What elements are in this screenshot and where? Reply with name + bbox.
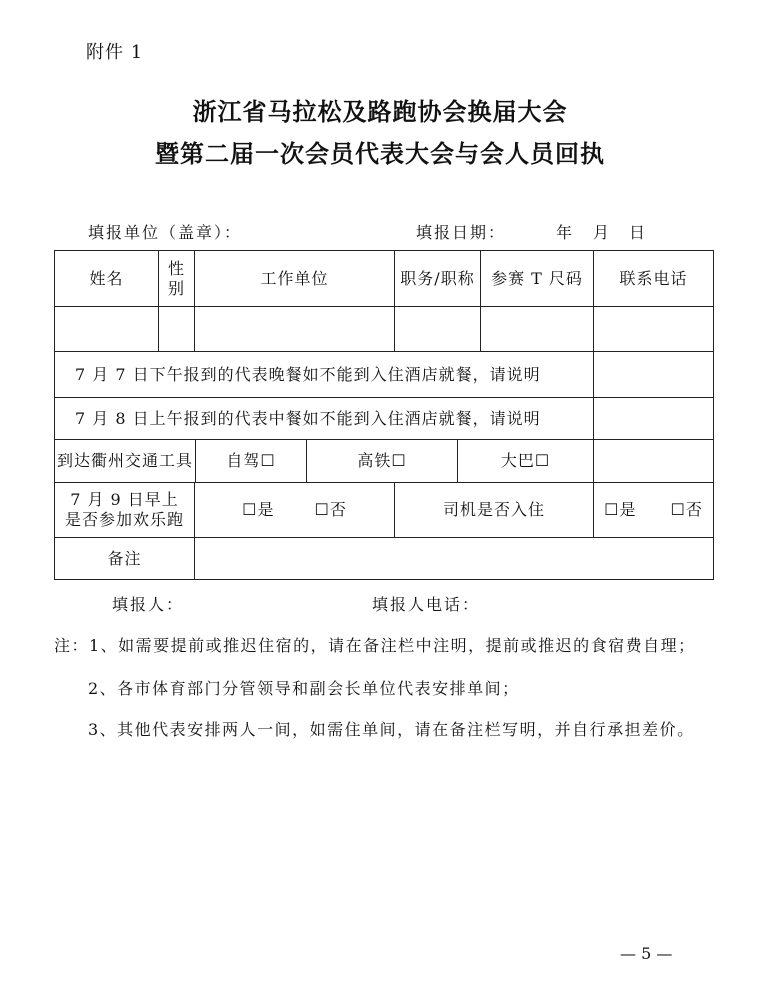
- header-position: 职务/职称: [395, 251, 481, 307]
- name-cell[interactable]: [55, 307, 159, 352]
- tshirt-size-cell[interactable]: [481, 307, 594, 352]
- year-label: 年: [556, 223, 575, 242]
- driver-stay-no-checkbox[interactable]: ☐否: [670, 500, 703, 519]
- day-label: 日: [629, 223, 648, 242]
- filler-label: 填报人：: [112, 595, 185, 614]
- fun-run-yes-checkbox[interactable]: ☐是: [242, 500, 275, 519]
- fun-run-label: [55, 483, 195, 538]
- gender-cell[interactable]: [159, 307, 195, 352]
- dinner-note-label: 7 月 7 日下午报到的代表晚餐如不能到入住酒店就餐，请说明: [55, 352, 594, 398]
- note-item-1: 注：1、如需要提前或推迟住宿的，请在备注栏中注明，提前或推迟的食宿费自理；: [54, 636, 696, 655]
- driver-stay-yes-checkbox[interactable]: ☐是: [604, 500, 637, 519]
- phone-cell[interactable]: [594, 307, 714, 352]
- attachment-label: 附件 1: [86, 42, 144, 63]
- header-work-unit: 工作单位: [195, 251, 395, 307]
- transport-container: [55, 440, 594, 483]
- fun-run-choice: [195, 483, 395, 538]
- lunch-note-label: 7 月 8 日上午报到的代表中餐如不能到入住酒店就餐，请说明: [55, 398, 594, 440]
- transport-bus-checkbox[interactable]: 大巴☐: [500, 451, 551, 470]
- note-item-3: 3、其他代表安排两人一间，如需住单间，请在备注栏写明，并自行承担差价。: [88, 720, 695, 739]
- dinner-note-cell[interactable]: [594, 352, 714, 398]
- fill-unit-label: 填报单位（盖章）：: [88, 223, 243, 242]
- transport-row: [55, 440, 714, 483]
- header-phone: 联系电话: [594, 251, 714, 307]
- transport-rail-checkbox[interactable]: 高铁☐: [306, 440, 458, 482]
- driver-stay-choice: [594, 483, 714, 538]
- work-unit-cell[interactable]: [195, 307, 395, 352]
- transport-self-drive-checkbox[interactable]: 自驾☐: [226, 451, 276, 470]
- remarks-cell[interactable]: [195, 538, 714, 580]
- transport-extra-cell[interactable]: [594, 440, 714, 483]
- lunch-row: [55, 398, 714, 440]
- registration-form-table: [54, 250, 714, 580]
- document-title-line2: 暨第二届一次会员代表大会与会人员回执: [155, 140, 605, 168]
- remarks-label: 备注: [55, 538, 195, 580]
- header-gender-char2: 别: [167, 278, 185, 298]
- fun-run-label-line2: 是否参加欢乐跑: [64, 510, 184, 529]
- fill-date-label: 填报日期：: [416, 223, 507, 242]
- note-item-2: 2、各市体育部门分管领导和副会长单位代表安排单间；: [88, 679, 520, 698]
- fun-run-row: [55, 483, 714, 538]
- header-gender: [159, 251, 195, 307]
- header-row: [55, 251, 714, 307]
- page-number: — 5 —: [620, 944, 673, 963]
- filler-phone-label: 填报人电话：: [372, 595, 481, 614]
- fun-run-no-checkbox[interactable]: ☐否: [314, 500, 347, 519]
- month-label: 月: [593, 223, 612, 242]
- document-title-line1: 浙江省马拉松及路跑协会换届大会: [192, 98, 568, 126]
- driver-stay-label: 司机是否入住: [395, 483, 594, 538]
- position-cell[interactable]: [395, 307, 481, 352]
- dinner-row: [55, 352, 714, 398]
- remarks-row: [55, 538, 714, 580]
- header-name: 姓名: [55, 251, 159, 307]
- fun-run-label-line1: 7 月 9 日早上: [70, 490, 179, 509]
- header-gender-char1: 性: [167, 258, 185, 278]
- transport-label: 到达衢州交通工具: [55, 440, 196, 482]
- header-tshirt-size: 参赛 T 尺码: [481, 251, 594, 307]
- lunch-note-cell[interactable]: [594, 398, 714, 440]
- entry-row: [55, 307, 714, 352]
